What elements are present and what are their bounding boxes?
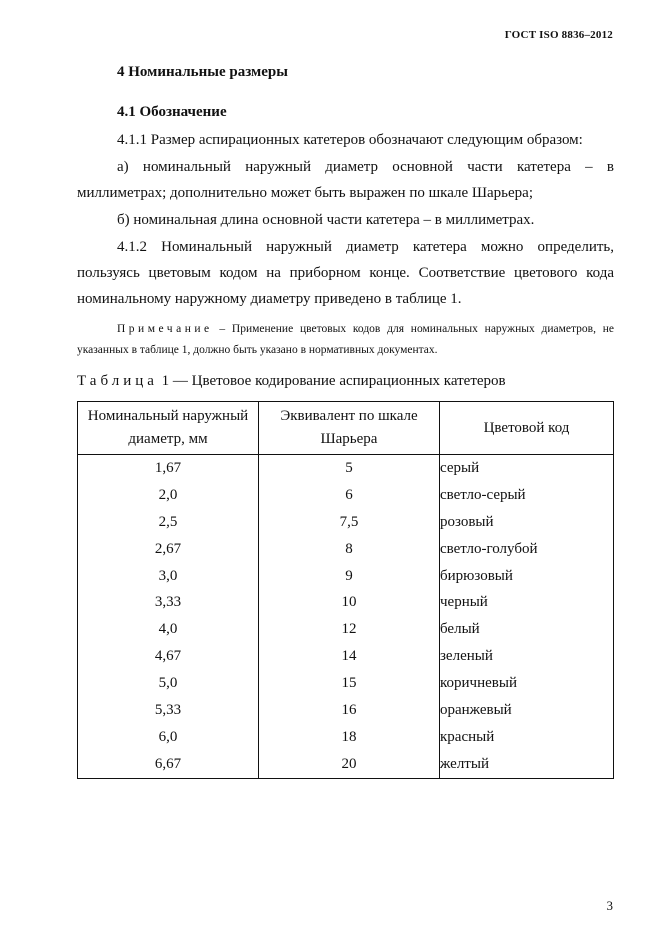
cell-color: красный [440,724,614,751]
cell-charriere: 5 [259,455,440,482]
note [77,319,614,361]
cell-diameter: 6,67 [78,751,259,778]
table-row [78,670,614,697]
cell-diameter: 3,0 [78,563,259,590]
cell-diameter: 5,33 [78,697,259,724]
subsection-title: 4.1 Обозначение [117,104,227,120]
table-row [78,589,614,616]
note-label: Примечание [117,323,213,335]
cell-diameter: 2,67 [78,536,259,563]
cell-color: оранжевый [440,697,614,724]
header-color-code: Цветовой код [440,402,614,455]
paragraph-4-1-1: 4.1.1 Размер аспирационных катетеров обозначают следующим образом: [117,132,583,148]
cell-charriere: 15 [259,670,440,697]
cell-color: черный [440,589,614,616]
cell-charriere: 20 [259,751,440,778]
table-row [78,563,614,590]
cell-diameter: 1,67 [78,455,259,482]
cell-diameter: 4,0 [78,616,259,643]
cell-charriere: 14 [259,643,440,670]
cell-charriere: 7,5 [259,509,440,536]
cell-charriere: 6 [259,482,440,509]
page-number: 3 [606,898,613,913]
cell-charriere: 8 [259,536,440,563]
item-a-line-1: а) номинальный наружный диаметр основной части катетера – в [117,159,614,175]
cell-diameter: 4,67 [78,643,259,670]
note-text: – Применение цветовых кодов для номинальных наружных диаметров, не указанных в таблице 1, должно быть указано в нормативных документах. [77,323,614,356]
cell-diameter: 6,0 [78,724,259,751]
cell-color: светло-голубой [440,536,614,563]
cell-color: зеленый [440,643,614,670]
table-caption-label: Таблица [77,373,158,389]
cell-color: светло-серый [440,482,614,509]
table-row [78,509,614,536]
cell-charriere: 12 [259,616,440,643]
table-header-row [78,402,614,455]
paragraph-item-b: б) номинальная длина основной части катетера – в миллиметрах. [117,212,535,228]
header-diameter: Номинальный наружный диаметр, мм [78,402,259,455]
table-row [78,536,614,563]
cell-color: розовый [440,509,614,536]
item-a-line-2: миллиметрах; дополнительно может быть выражен по шкале Шарьера; [77,185,534,201]
cell-color: бирюзовый [440,563,614,590]
cell-charriere: 10 [259,589,440,616]
cell-charriere: 18 [259,724,440,751]
cell-diameter: 3,33 [78,589,259,616]
color-code-table [77,401,614,779]
header-charriere: Эквивалент по шкале Шарьера [259,402,440,455]
table-row [78,455,614,482]
table-body [78,455,614,779]
paragraph-item-a [77,154,614,206]
cell-color: желтый [440,751,614,778]
standard-header: ГОСТ ISO 8836–2012 [504,29,613,41]
cell-color: белый [440,616,614,643]
table-caption [77,373,506,390]
table-row [78,616,614,643]
table-row [78,751,614,778]
cell-color: серый [440,455,614,482]
cell-diameter: 2,0 [78,482,259,509]
table-row [78,697,614,724]
cell-color: коричневый [440,670,614,697]
section-title: 4 Номинальные размеры [117,64,288,80]
table-caption-text: 1 — Цветовое кодирование аспирационных катетеров [157,373,506,389]
cell-diameter: 5,0 [78,670,259,697]
table-row [78,724,614,751]
table-row [78,482,614,509]
cell-charriere: 16 [259,697,440,724]
cell-charriere: 9 [259,563,440,590]
paragraph-4-1-2: 4.1.2 Номинальный наружный диаметр катетера можно определить, пользуясь цветовым кодом на приборном конце. Соответствие цветового кода номинальному наружному диаметру приведено в таблице 1. [77,239,614,307]
table-row [78,643,614,670]
cell-diameter: 2,5 [78,509,259,536]
